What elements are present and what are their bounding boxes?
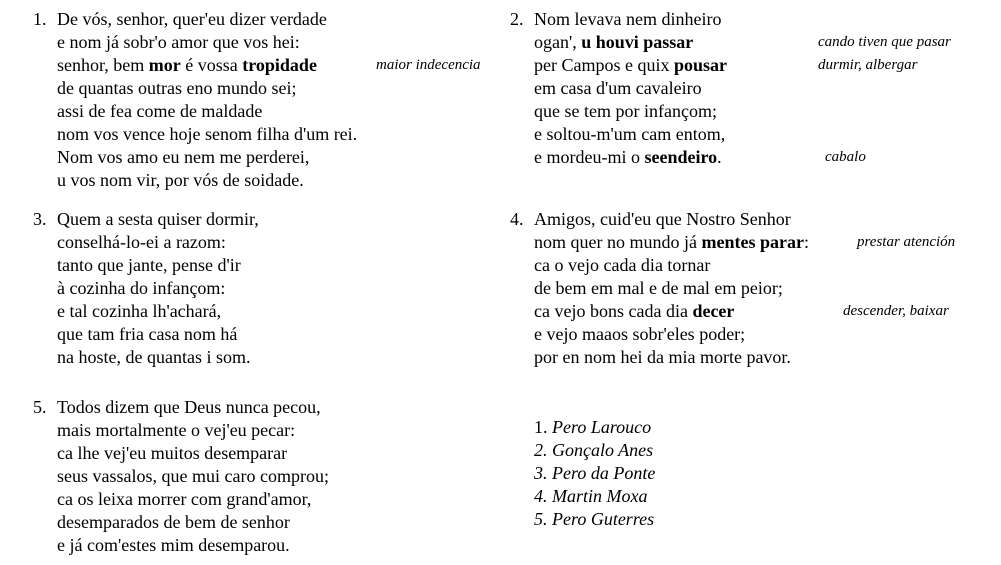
glossed-word: u houvi passar	[581, 32, 694, 52]
verse-line	[534, 54, 918, 77]
verse-text: conselhá-lo-ei a razom:	[57, 232, 226, 252]
author-number: 4.	[534, 486, 548, 506]
author-item	[534, 508, 655, 531]
poem-number: 3.	[33, 209, 47, 229]
glossed-word: mentes parar	[701, 232, 804, 252]
verse-text: :	[803, 232, 809, 252]
author-number: 1.	[534, 417, 548, 437]
verse-text: .	[717, 147, 722, 167]
gloss-note: cando tiven que pasar	[818, 34, 951, 50]
author-number: 5.	[534, 509, 548, 529]
verse-text: Quem a sesta quiser dormir,	[57, 209, 259, 229]
verse-text: Nom levava nem dinheiro	[534, 9, 722, 29]
verse-text: Amigos, cuid'eu que Nostro Senhor	[534, 209, 791, 229]
verse-text: u vos nom vir, por vós de soidade.	[57, 170, 304, 190]
gloss-note: descender, baixar	[843, 303, 949, 319]
author-number: 3.	[534, 463, 548, 483]
verse-line	[57, 277, 259, 300]
verse-text: ca vejo bons cada dia	[534, 301, 693, 321]
verse-text: à cozinha do infançom:	[57, 278, 226, 298]
verse-text: De vós, senhor, quer'eu dizer verdade	[57, 9, 327, 29]
author-item	[534, 485, 655, 508]
glossed-word: decer	[692, 301, 735, 321]
verse-line	[57, 442, 329, 465]
verse-text: que tam fria casa nom há	[57, 324, 238, 344]
verse-text: é vossa	[180, 55, 243, 75]
verse-text: Nom vos amo eu nem me perderei,	[57, 147, 310, 167]
author-number: 2.	[534, 440, 548, 460]
verse-text: que se tem por infançom;	[534, 101, 717, 121]
verse-text: de bem em mal e de mal em peior;	[534, 278, 783, 298]
verse-text: ca lhe vej'eu muitos desemparar	[57, 443, 288, 463]
author-list	[534, 416, 655, 531]
verse-line	[534, 146, 866, 169]
glossed-word: tropidade	[242, 55, 317, 75]
verse-line	[57, 488, 329, 511]
gloss-note: cabalo	[825, 149, 866, 165]
verse-text: tanto que jante, pense d'ir	[57, 255, 241, 275]
author-item	[534, 416, 655, 439]
author-name: Pero Guterres	[552, 509, 655, 529]
verse-line	[534, 277, 809, 300]
verse-line	[57, 123, 357, 146]
verse-line	[534, 8, 727, 31]
verse-text: de quantas outras eno mundo sei;	[57, 78, 297, 98]
verse-line	[57, 465, 329, 488]
verse-line	[57, 346, 259, 369]
verse-line	[57, 323, 259, 346]
verse-text: e vejo maaos sobr'eles poder;	[534, 324, 746, 344]
verse-line	[57, 300, 259, 323]
author-name: Pero Larouco	[552, 417, 652, 437]
author-name: Martin Moxa	[552, 486, 648, 506]
verse-line	[57, 54, 481, 77]
verse-line	[57, 511, 329, 534]
verse-text: ogan',	[534, 32, 582, 52]
verse-line	[534, 31, 951, 54]
verse-line	[534, 100, 727, 123]
glossed-word: seendeiro	[644, 147, 718, 167]
verse-line	[57, 231, 259, 254]
verse-line	[57, 146, 357, 169]
verse-line	[534, 77, 727, 100]
poem-number: 4.	[510, 209, 524, 229]
verse-line	[57, 419, 329, 442]
verse-text: ca os leixa morrer com grand'amor,	[57, 489, 312, 509]
poem-number: 5.	[33, 397, 47, 417]
verse-line	[57, 8, 357, 31]
verse-line	[534, 300, 949, 323]
verse-text: e soltou-m'um cam entom,	[534, 124, 726, 144]
glossed-word: pousar	[673, 55, 727, 75]
verse-line	[534, 254, 809, 277]
verse-text: na hoste, de quantas i som.	[57, 347, 251, 367]
verse-text: senhor, bem	[57, 55, 149, 75]
poem-number: 1.	[33, 9, 47, 29]
verse-text: nom vos vence hoje senom filha d'um rei.	[57, 124, 358, 144]
poem-number: 2.	[510, 9, 524, 29]
verse-text: por en nom hei da mia morte pavor.	[534, 347, 791, 367]
verse-text: Todos dizem que Deus nunca pecou,	[57, 397, 321, 417]
verse-text: em casa d'um cavaleiro	[534, 78, 702, 98]
verse-text: assi de fea come de maldade	[57, 101, 263, 121]
verse-text: mais mortalmente o vej'eu pecar:	[57, 420, 296, 440]
verse-line	[57, 208, 259, 231]
glossed-word: mor	[148, 55, 181, 75]
verse-line	[57, 31, 357, 54]
author-name: Pero da Ponte	[552, 463, 656, 483]
gloss-note: prestar atención	[857, 234, 956, 250]
verse-line	[57, 169, 357, 192]
verse-text: e já com'estes mim desemparou.	[57, 535, 290, 555]
verse-line	[57, 100, 357, 123]
verse-line	[534, 231, 956, 254]
verse-text: seus vassalos, que mui caro comprou;	[57, 466, 329, 486]
verse-text: nom quer no mundo já	[534, 232, 702, 252]
author-item	[534, 439, 655, 462]
verse-line	[57, 534, 329, 557]
gloss-note: maior indecencia	[376, 57, 481, 73]
verse-line	[57, 77, 357, 100]
gloss-note: durmir, albergar	[818, 57, 918, 73]
verse-text: e mordeu-mi o	[534, 147, 645, 167]
verse-text: desemparados de bem de senhor	[57, 512, 290, 532]
verse-line	[534, 123, 727, 146]
verse-line	[534, 208, 809, 231]
author-item	[534, 462, 655, 485]
verse-line	[534, 346, 809, 369]
author-name: Gonçalo Anes	[552, 440, 654, 460]
verse-text: e tal cozinha lh'achará,	[57, 301, 222, 321]
verse-line	[534, 323, 809, 346]
verse-text: ca o vejo cada dia tornar	[534, 255, 711, 275]
verse-text: per Campos e quix	[534, 55, 674, 75]
verse-line	[57, 396, 329, 419]
verse-line	[57, 254, 259, 277]
verse-text: e nom já sobr'o amor que vos hei:	[57, 32, 300, 52]
